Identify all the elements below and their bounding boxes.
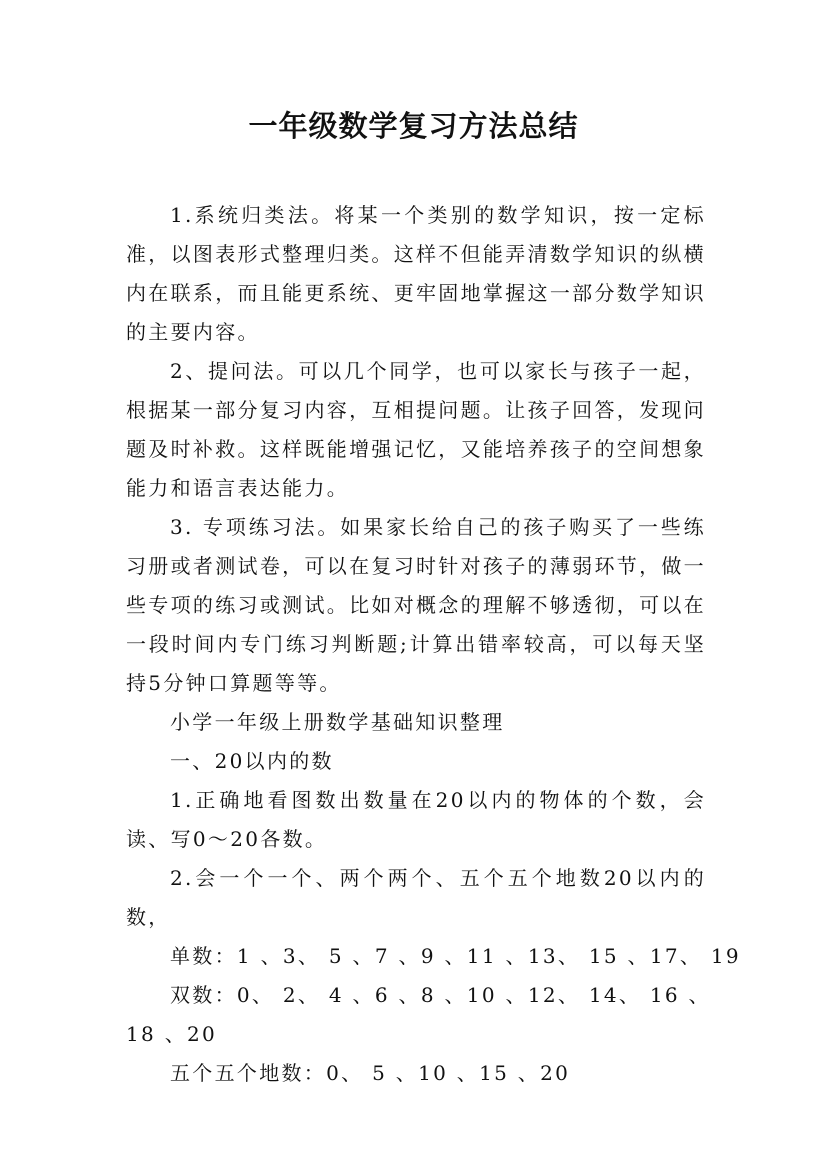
section-heading-numbers-within-20: 一、20以内的数 (170, 749, 334, 773)
section-heading-basics: 小学一年级上册数学基础知识整理 (170, 710, 505, 734)
document-body (126, 196, 741, 1093)
paragraph-counting-objects: 1.正确地看图数出数量在20以内的物体的个数，会读、写0～20各数。 (126, 788, 706, 851)
paragraph-counting-by-groups: 2.会一个一个、两个两个、五个五个地数20以内的数， (126, 866, 706, 929)
list-odd-numbers: 单数：1 、3、 5 、7 、9 、11 、13、 15 、17、 19 (170, 944, 741, 968)
paragraph-practice-method: 3. 专项练习法。如果家长给自己的孩子购买了一些练习册或者测试卷，可以在复习时针对孩子的薄弱环节，做一些专项的练习或测试。比如对概念的理解不够透彻，可以在一段时间内专门练习判断题;计算出错率较高，可以每天坚持5分钟口算题等等。 (126, 515, 706, 695)
list-even-numbers-part1: 双数：0、 2、 4 、6 、8 、10 、12、 14、 16 、 (170, 983, 711, 1007)
list-even-numbers-part2: 18 、20 (126, 1022, 218, 1046)
paragraph-question-method: 2、提问法。可以几个同学，也可以家长与孩子一起，根据某一部分复习内容，互相提问题。让孩子回答，发现问题及时补救。这样既能增强记忆，又能培养孩子的空间想象能力和语言表达能力。 (126, 359, 706, 500)
paragraph-classification-method: 1.系统归类法。将某一个类别的数学知识，按一定标准，以图表形式整理归类。这样不但能弄清数学知识的纵横内在联系，而且能更系统、更牢固地掌握这一部分数学知识的主要内容。 (126, 203, 706, 344)
document-title: 一年级数学复习方法总结 (248, 109, 579, 143)
list-count-by-fives: 五个五个地数：0、 5 、10 、15 、20 (170, 1061, 571, 1085)
